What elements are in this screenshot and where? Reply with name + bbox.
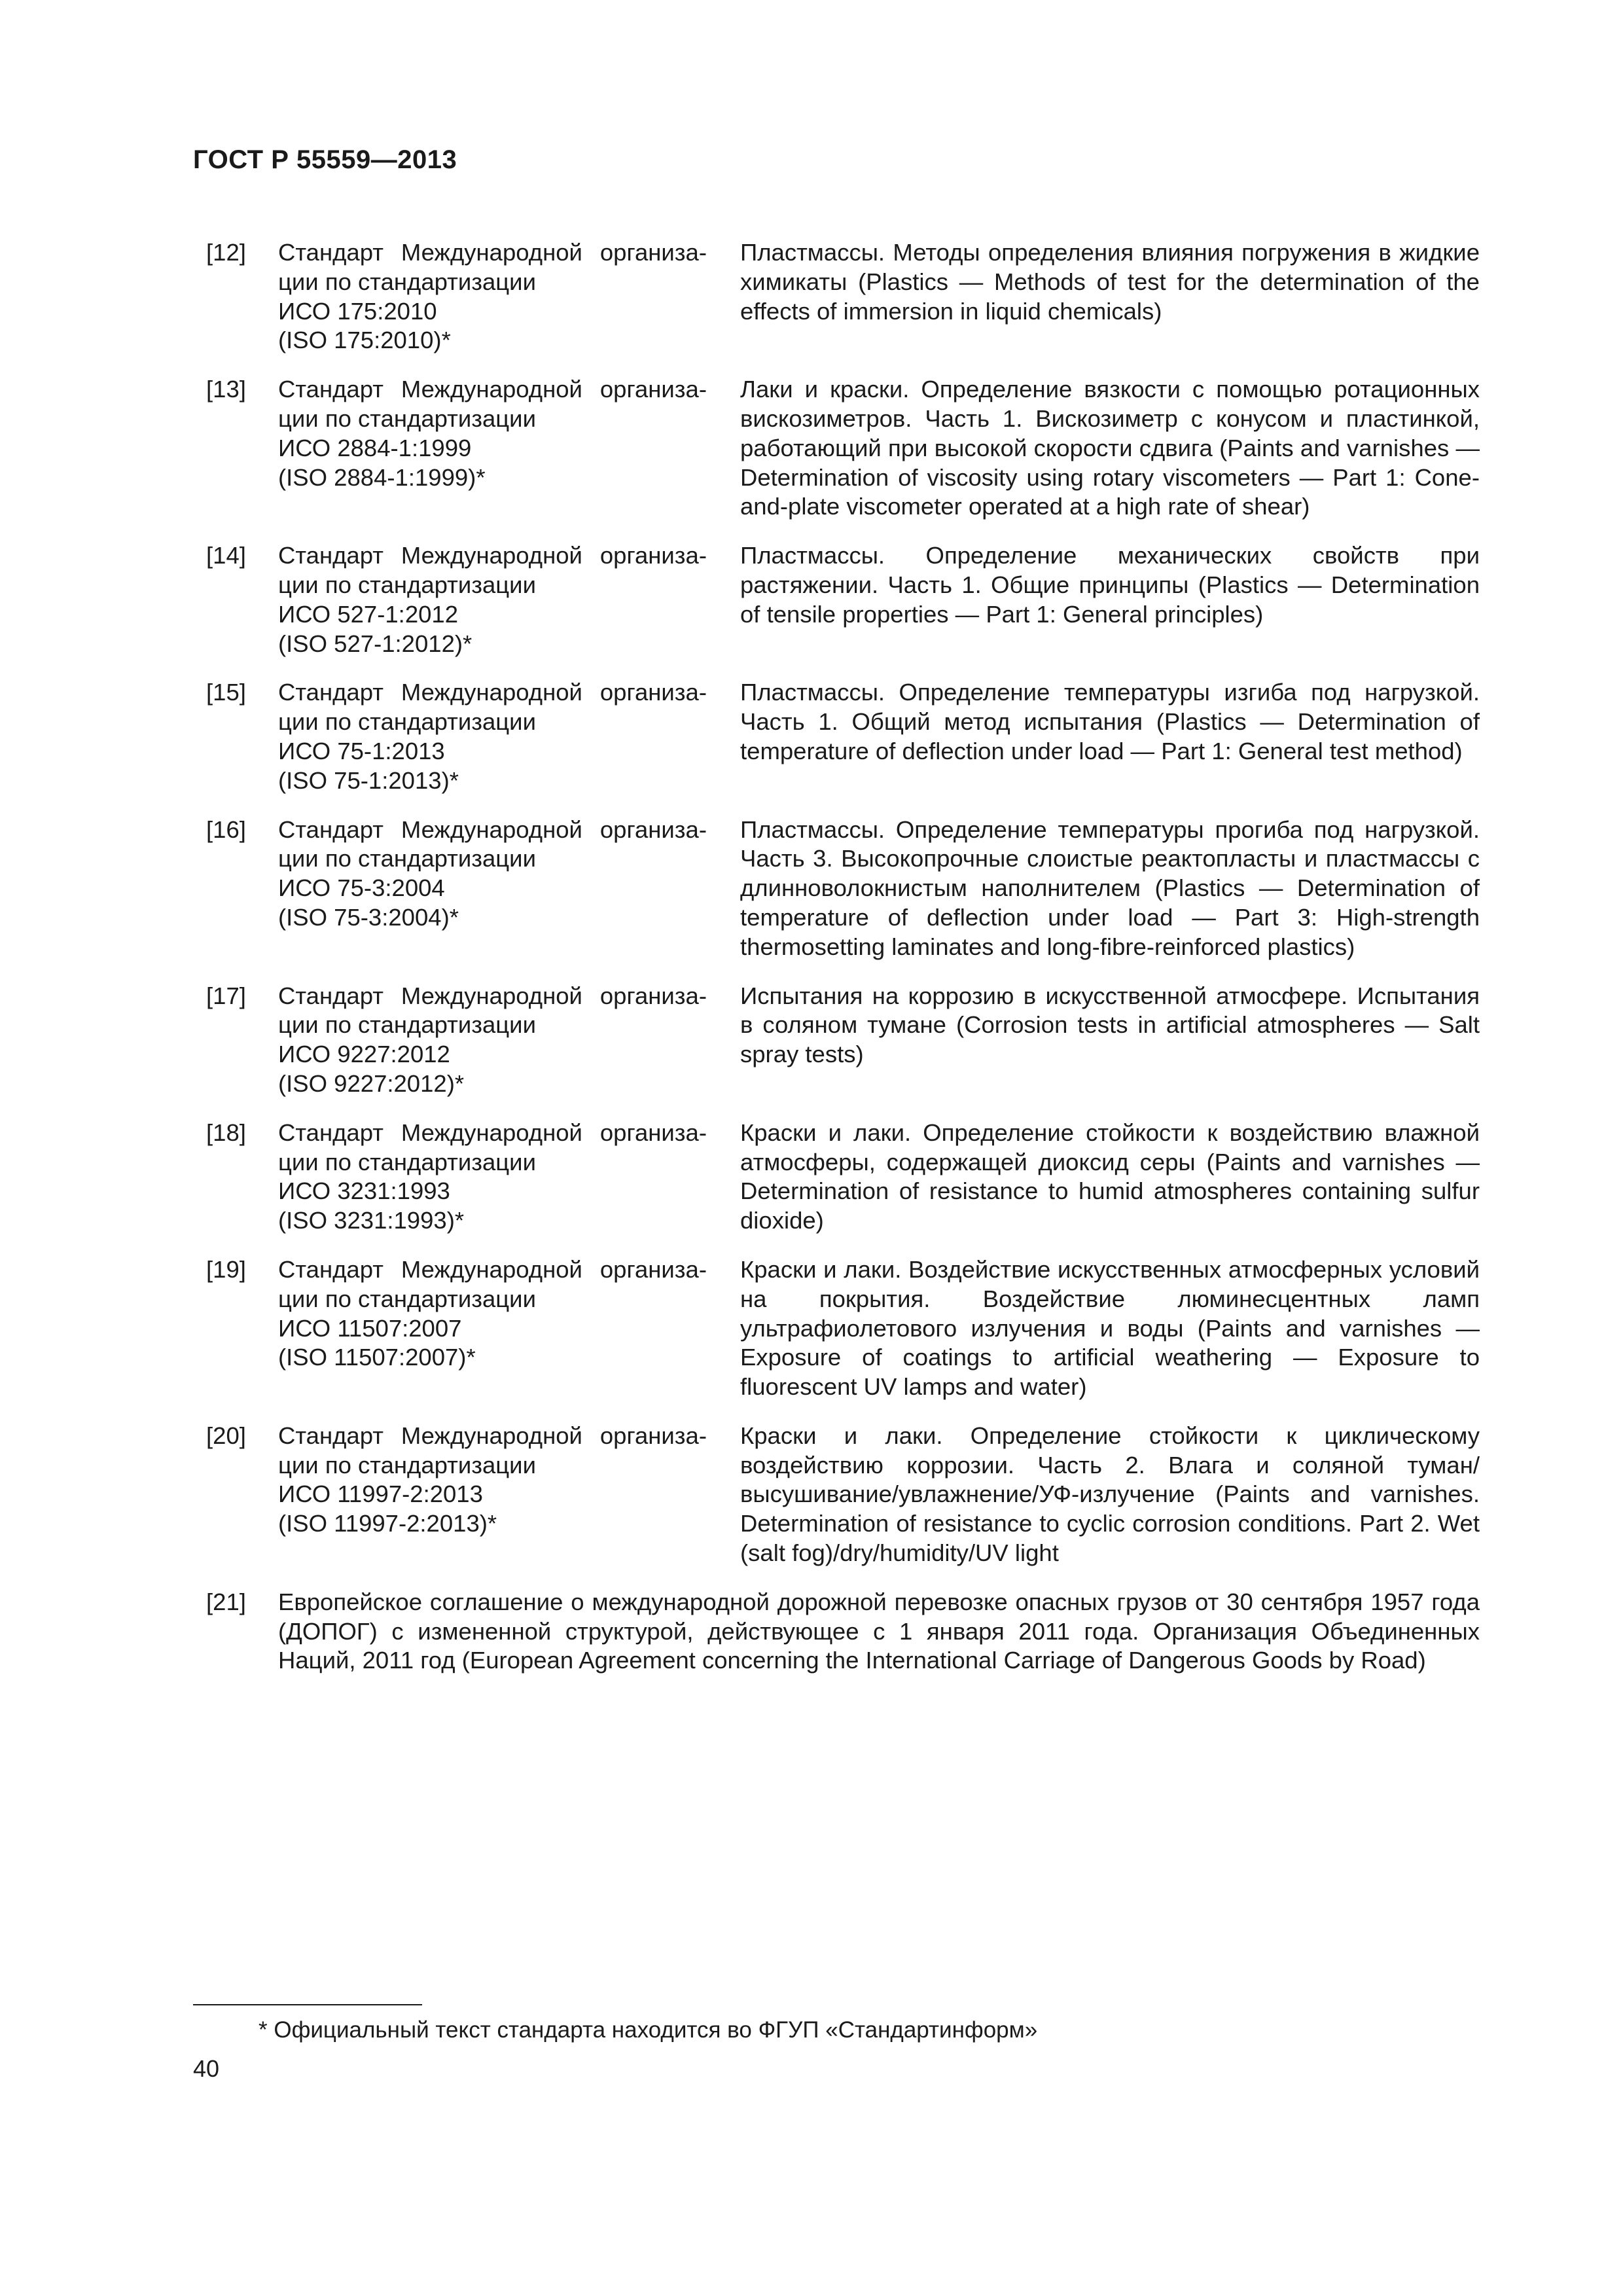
entry-source [278, 1119, 707, 1236]
entry-title: Пластмассы. Определение температуры прогиба под нагрузкой. Часть 3. Высокопрочные слоистые реактопласты и пластмассы с длинноволокнистым наполнителем (Plastics — Determination of temperature of deflection under load — Part 3: High-strength thermosetting laminates and long-fibre-reinforced plastics) [740, 816, 1480, 960]
source-org-line2: ции по стандартизации [278, 1285, 536, 1312]
entry-source [278, 541, 707, 658]
entry-title: Краски и лаки. Воздействие искусственных атмосферных условий на покрытия. Воздействие люминесцентных ламп ультрафиолетового излучения и воды (Paints and varnishes — Exposure of coatings to artificial weathering — Exposure to fluorescent UV lamps and water) [740, 1255, 1480, 1401]
source-org-line1: Стандарт Международной организа- [278, 1422, 707, 1449]
source-code-ru: ИСО 75-1:2013 [278, 737, 445, 764]
source-code-ru: ИСО 9227:2012 [278, 1041, 450, 1068]
source-org-line2: ции по стандартизации [278, 268, 536, 295]
source-org-line2: ции по стандартизации [278, 1011, 536, 1039]
source-code-ru: ИСО 11507:2007 [278, 1314, 462, 1342]
entry-source [278, 816, 707, 962]
source-org-line1: Стандарт Международной организа- [278, 1255, 707, 1283]
entry-number: [18] [206, 1119, 246, 1146]
source-code-en: (ISO 75-3:2004)* [278, 903, 459, 931]
entry-number: [19] [206, 1255, 246, 1283]
entry-title: Пластмассы. Определение температуры изгиба под нагрузкой. Часть 1. Общий метод испытания (Plastics — Determination of temperature of deflection under load — Part 1: General test method) [740, 679, 1480, 764]
source-code-ru: ИСО 527-1:2012 [278, 600, 459, 628]
source-org-line1: Стандарт Международной организа- [278, 542, 707, 569]
bibliography-entry [193, 816, 1480, 962]
source-org-line1: Стандарт Международной организа- [278, 239, 707, 266]
entry-source [278, 982, 707, 1099]
entry-number: [21] [206, 1588, 246, 1615]
entry-number: [17] [206, 982, 246, 1009]
entry-source [278, 1422, 707, 1568]
source-code-en: (ISO 175:2010)* [278, 327, 451, 354]
bibliography-entry [193, 238, 1480, 355]
entry-number: [12] [206, 239, 246, 266]
source-org-line2: ции по стандартизации [278, 571, 536, 598]
page-number: 40 [193, 2055, 220, 2082]
bibliography-entry [193, 1422, 1480, 1568]
entry-source [278, 1255, 707, 1402]
source-code-ru: ИСО 175:2010 [278, 297, 437, 325]
entry-title: Лаки и краски. Определение вязкости с помощью ротационных вискозиметров. Часть 1. Вискозиметр с конусом и пластинкой, работающий при высокой скорости сдвига (Paints and varnishes — Determination of viscosity using rotary viscometers — Part 1: Cone-and-plate viscometer operated at a high rate of shear) [740, 376, 1480, 520]
source-org-line1: Стандарт Международной организа- [278, 679, 707, 706]
entry-title: Пластмассы. Определение механических свойств при растяжении. Часть 1. Общие принципы (Plastics — Determination of tensile properties — Part 1: General principles) [740, 542, 1480, 628]
source-code-en: (ISO 11997-2:2013)* [278, 1510, 497, 1537]
entry-title: Краски и лаки. Определение стойкости к воздействию влажной атмосферы, содержащей диоксид серы (Paints and varnishes — Determination of resistance to humid atmospheres containing sulfur dioxide) [740, 1119, 1480, 1234]
source-org-line2: ции по стандартизации [278, 404, 536, 432]
source-code-ru: ИСО 3231:1993 [278, 1177, 450, 1205]
source-org-line1: Стандарт Международной организа- [278, 816, 707, 843]
entry-number: [15] [206, 679, 246, 706]
source-org-line1: Стандарт Международной организа- [278, 1119, 707, 1146]
bibliography-list [193, 238, 1480, 1676]
page-header-title: ГОСТ Р 55559—2013 [193, 145, 457, 174]
bibliography-entry [193, 678, 1480, 795]
source-code-en: (ISO 11507:2007)* [278, 1344, 476, 1371]
source-org-line2: ции по стандартизации [278, 845, 536, 872]
source-code-ru: ИСО 11997-2:2013 [278, 1480, 483, 1508]
bibliography-entry [193, 375, 1480, 522]
entry-number: [13] [206, 376, 246, 403]
source-code-en: (ISO 2884-1:1999)* [278, 463, 486, 491]
footnote-divider [193, 2004, 422, 2005]
source-org-line2: ции по стандартизации [278, 1148, 536, 1175]
source-code-en: (ISO 75-1:2013)* [278, 766, 459, 794]
bibliography-entry [193, 541, 1480, 658]
footnote-text: * Официальный текст стандарта находится во ФГУП «Стандартинформ» [259, 2017, 1038, 2043]
entry-title: Краски и лаки. Определение стойкости к циклическому воздействию коррозии. Часть 2. Влага и соляной туман/высушивание/увлажнение/УФ-излучение (Paints and varnishes. Determination of resistance to cyclic corrosion conditions. Part 2. Wet (salt fog)/dry/humidity/UV light [740, 1422, 1480, 1567]
entry-source [278, 375, 707, 522]
entry-number: [14] [206, 542, 246, 569]
entry-title: Испытания на коррозию в искусственной атмосфере. Испытания в соляном тумане (Corrosion tests in artificial atmospheres — Salt spray tests) [740, 982, 1480, 1068]
source-org-line2: ции по стандартизации [278, 1451, 536, 1479]
source-code-en: (ISO 3231:1993)* [278, 1207, 465, 1234]
source-org-line2: ции по стандартизации [278, 708, 536, 736]
bibliography-entry-full-width [193, 1588, 1480, 1676]
source-org-line1: Стандарт Международной организа- [278, 982, 707, 1009]
source-code-ru: ИСО 75-3:2004 [278, 874, 445, 902]
entry-source [278, 238, 707, 355]
entry-source [278, 678, 707, 795]
bibliography-entry [193, 1119, 1480, 1236]
entry-text: Европейское соглашение о международной дорожной перевозке опасных грузов от 30 сентября 1957 года (ДОПОГ) с измененной структурой, действующее с 1 января 2011 года. Организация Объединенных Наций, 2011 год (European Agreement concerning the International Carriage of Dangerous Goods by Road) [278, 1588, 1480, 1674]
bibliography-entry [193, 982, 1480, 1099]
entry-number: [20] [206, 1422, 246, 1449]
entry-title: Пластмассы. Методы определения влияния погружения в жидкие химикаты (Plastics — Methods of test for the determination of the effects of immersion in liquid chemicals) [740, 239, 1480, 325]
entry-number: [16] [206, 816, 246, 843]
source-org-line1: Стандарт Международной организа- [278, 376, 707, 403]
source-code-en: (ISO 9227:2012)* [278, 1069, 465, 1097]
source-code-en: (ISO 527-1:2012)* [278, 630, 473, 657]
bibliography-entry [193, 1255, 1480, 1402]
source-code-ru: ИСО 2884-1:1999 [278, 434, 472, 461]
